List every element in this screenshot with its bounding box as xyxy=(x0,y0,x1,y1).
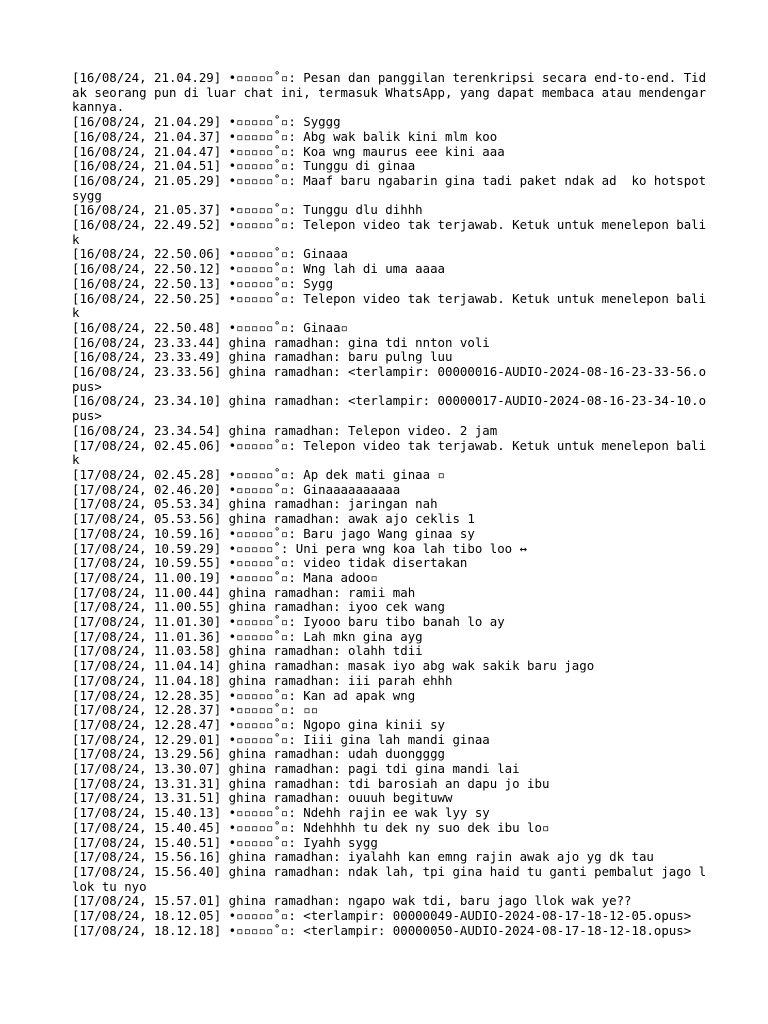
chat-line: [16/08/24, 22.50.12] •▫▫▫▫▫˚▫: Wng lah di uma aaaa xyxy=(72,261,445,277)
chat-line: [16/08/24, 22.50.06] •▫▫▫▫▫˚▫: Ginaaa xyxy=(72,246,349,262)
chat-line: [17/08/24, 12.28.35] •▫▫▫▫▫˚▫: Kan ad apak wng xyxy=(72,687,416,703)
chat-line: [16/08/24, 21.04.29] •▫▫▫▫▫˚▫: Pesan dan panggilan terenkripsi secara end-to-end. Tidak seorang pun di luar chat ini, termasuk WhatsApp, yang dapat membaca atau mendengarkannya. xyxy=(72,70,707,115)
chat-line: [16/08/24, 22.50.25] •▫▫▫▫▫˚▫: Telepon video tak terjawab. Ketuk untuk menelepon balik xyxy=(72,290,707,321)
chat-line: [16/08/24, 21.05.37] •▫▫▫▫▫˚▫: Tunggu dlu dihhh xyxy=(72,202,423,218)
chat-line: [17/08/24, 05.53.34] ghina ramadhan: jaringan nah xyxy=(72,496,438,512)
chat-line: [17/08/24, 11.01.30] •▫▫▫▫▫˚▫: Iyooo baru tibo banah lo ay xyxy=(72,614,505,630)
chat-line: [16/08/24, 21.05.29] •▫▫▫▫▫˚▫: Maaf baru ngabarin gina tadi paket ndak ad ko hotspot sygg xyxy=(72,172,714,203)
chat-line: [17/08/24, 13.31.31] ghina ramadhan: tdi barosiah an dapu jo ibu xyxy=(72,775,550,791)
chat-line: [17/08/24, 05.53.56] ghina ramadhan: awak ajo ceklis 1 xyxy=(72,511,475,527)
chat-line: [17/08/24, 11.00.44] ghina ramadhan: ramii mah xyxy=(72,584,416,600)
chat-line: [17/08/24, 10.59.16] •▫▫▫▫▫˚▫: Baru jago Wang ginaa sy xyxy=(72,525,475,541)
chat-line: [17/08/24, 11.00.55] ghina ramadhan: iyoo cek wang xyxy=(72,599,445,615)
chat-line: [17/08/24, 15.56.40] ghina ramadhan: ndak lah, tpi gina haid tu ganti pembalut jago llok tu nyo xyxy=(72,863,707,894)
chat-line: [17/08/24, 11.04.14] ghina ramadhan: masak iyo abg wak sakik baru jago xyxy=(72,658,595,674)
chat-line: [17/08/24, 15.40.13] •▫▫▫▫▫˚▫: Ndehh rajin ee wak lyy sy xyxy=(72,805,490,821)
chat-line: [17/08/24, 15.57.01] ghina ramadhan: ngapo wak tdi, baru jago llok wak ye?? xyxy=(72,893,632,909)
chat-line: [17/08/24, 11.00.19] •▫▫▫▫▫˚▫: Mana adoo▫ xyxy=(72,569,378,585)
chat-line: [17/08/24, 15.40.51] •▫▫▫▫▫˚▫: Iyahh sygg xyxy=(72,834,378,850)
chat-line: [16/08/24, 22.50.13] •▫▫▫▫▫˚▫: Sygg xyxy=(72,275,334,291)
chat-line: [17/08/24, 02.45.28] •▫▫▫▫▫˚▫: Ap dek mati ginaa ▫ xyxy=(72,466,445,482)
chat-line: [16/08/24, 23.33.56] ghina ramadhan: <terlampir: 00000016-AUDIO-2024-08-16-23-33-56.opus> xyxy=(72,364,707,394)
chat-line: [17/08/24, 11.03.58] ghina ramadhan: olahh tdii xyxy=(72,643,423,659)
chat-line: [16/08/24, 22.49.52] •▫▫▫▫▫˚▫: Telepon video tak terjawab. Ketuk untuk menelepon balik xyxy=(72,217,707,247)
chat-line: [17/08/24, 12.28.37] •▫▫▫▫▫˚▫: ▫▫ xyxy=(72,702,319,718)
chat-line: [17/08/24, 18.12.05] •▫▫▫▫▫˚▫: <terlampir: 00000049-AUDIO-2024-08-17-18-12-05.opus> xyxy=(72,908,692,924)
chat-line: [16/08/24, 23.33.44] ghina ramadhan: gina tdi nnton voli xyxy=(72,334,490,350)
chat-line: [17/08/24, 02.45.06] •▫▫▫▫▫˚▫: Telepon video tak terjawab. Ketuk untuk menelepon balik xyxy=(72,437,707,468)
chat-line: [17/08/24, 15.40.45] •▫▫▫▫▫˚▫: Ndehhhh tu dek ny suo dek ibu lo▫ xyxy=(72,819,550,835)
chat-line: [17/08/24, 02.46.20] •▫▫▫▫▫˚▫: Ginaaaaaaaaaa xyxy=(72,481,401,497)
chat-line: [17/08/24, 10.59.29] •▫▫▫▫▫˚: Uni pera wng koa lah tibo loo ↔ xyxy=(72,540,528,556)
chat-line: [17/08/24, 13.31.51] ghina ramadhan: ouuuh begituww xyxy=(72,790,453,806)
chat-line: [17/08/24, 11.01.36] •▫▫▫▫▫˚▫: Lah mkn gina ayg xyxy=(72,628,423,644)
chat-line: [17/08/24, 11.04.18] ghina ramadhan: iii parah ehhh xyxy=(72,672,453,688)
chat-line: [17/08/24, 12.29.01] •▫▫▫▫▫˚▫: Iiii gina lah mandi ginaa xyxy=(72,731,490,747)
chat-line: [16/08/24, 23.34.54] ghina ramadhan: Telepon video. 2 jam xyxy=(72,422,498,438)
chat-line: [17/08/24, 13.30.07] ghina ramadhan: pagi tdi gina mandi lai xyxy=(72,761,520,777)
chat-line: [16/08/24, 21.04.47] •▫▫▫▫▫˚▫: Koa wng maurus eee kini aaa xyxy=(72,143,505,159)
chat-line: [16/08/24, 23.34.10] ghina ramadhan: <terlampir: 00000017-AUDIO-2024-08-16-23-34-10.opus> xyxy=(72,393,707,424)
chat-line: [16/08/24, 21.04.29] •▫▫▫▫▫˚▫: Syggg xyxy=(72,114,341,130)
chat-log xyxy=(72,71,712,938)
chat-line: [17/08/24, 13.29.56] ghina ramadhan: udah duongggg xyxy=(72,746,445,762)
chat-line: [16/08/24, 21.04.37] •▫▫▫▫▫˚▫: Abg wak balik kini mlm koo xyxy=(72,128,498,144)
chat-line: [17/08/24, 10.59.55] •▫▫▫▫▫˚▫: video tidak disertakan xyxy=(72,555,468,571)
chat-line: [17/08/24, 18.12.18] •▫▫▫▫▫˚▫: <terlampir: 00000050-AUDIO-2024-08-17-18-12-18.opus> xyxy=(72,922,692,938)
chat-line: [16/08/24, 21.04.51] •▫▫▫▫▫˚▫: Tunggu di ginaa xyxy=(72,158,416,174)
chat-line: [16/08/24, 22.50.48] •▫▫▫▫▫˚▫: Ginaa▫ xyxy=(72,319,349,335)
chat-line: [17/08/24, 12.28.47] •▫▫▫▫▫˚▫: Ngopo gina kinii sy xyxy=(72,716,445,732)
chat-line: [16/08/24, 23.33.49] ghina ramadhan: baru pulng luu xyxy=(72,349,453,365)
chat-line: [17/08/24, 15.56.16] ghina ramadhan: iyalahh kan emng rajin awak ajo yg dk tau xyxy=(72,849,654,865)
